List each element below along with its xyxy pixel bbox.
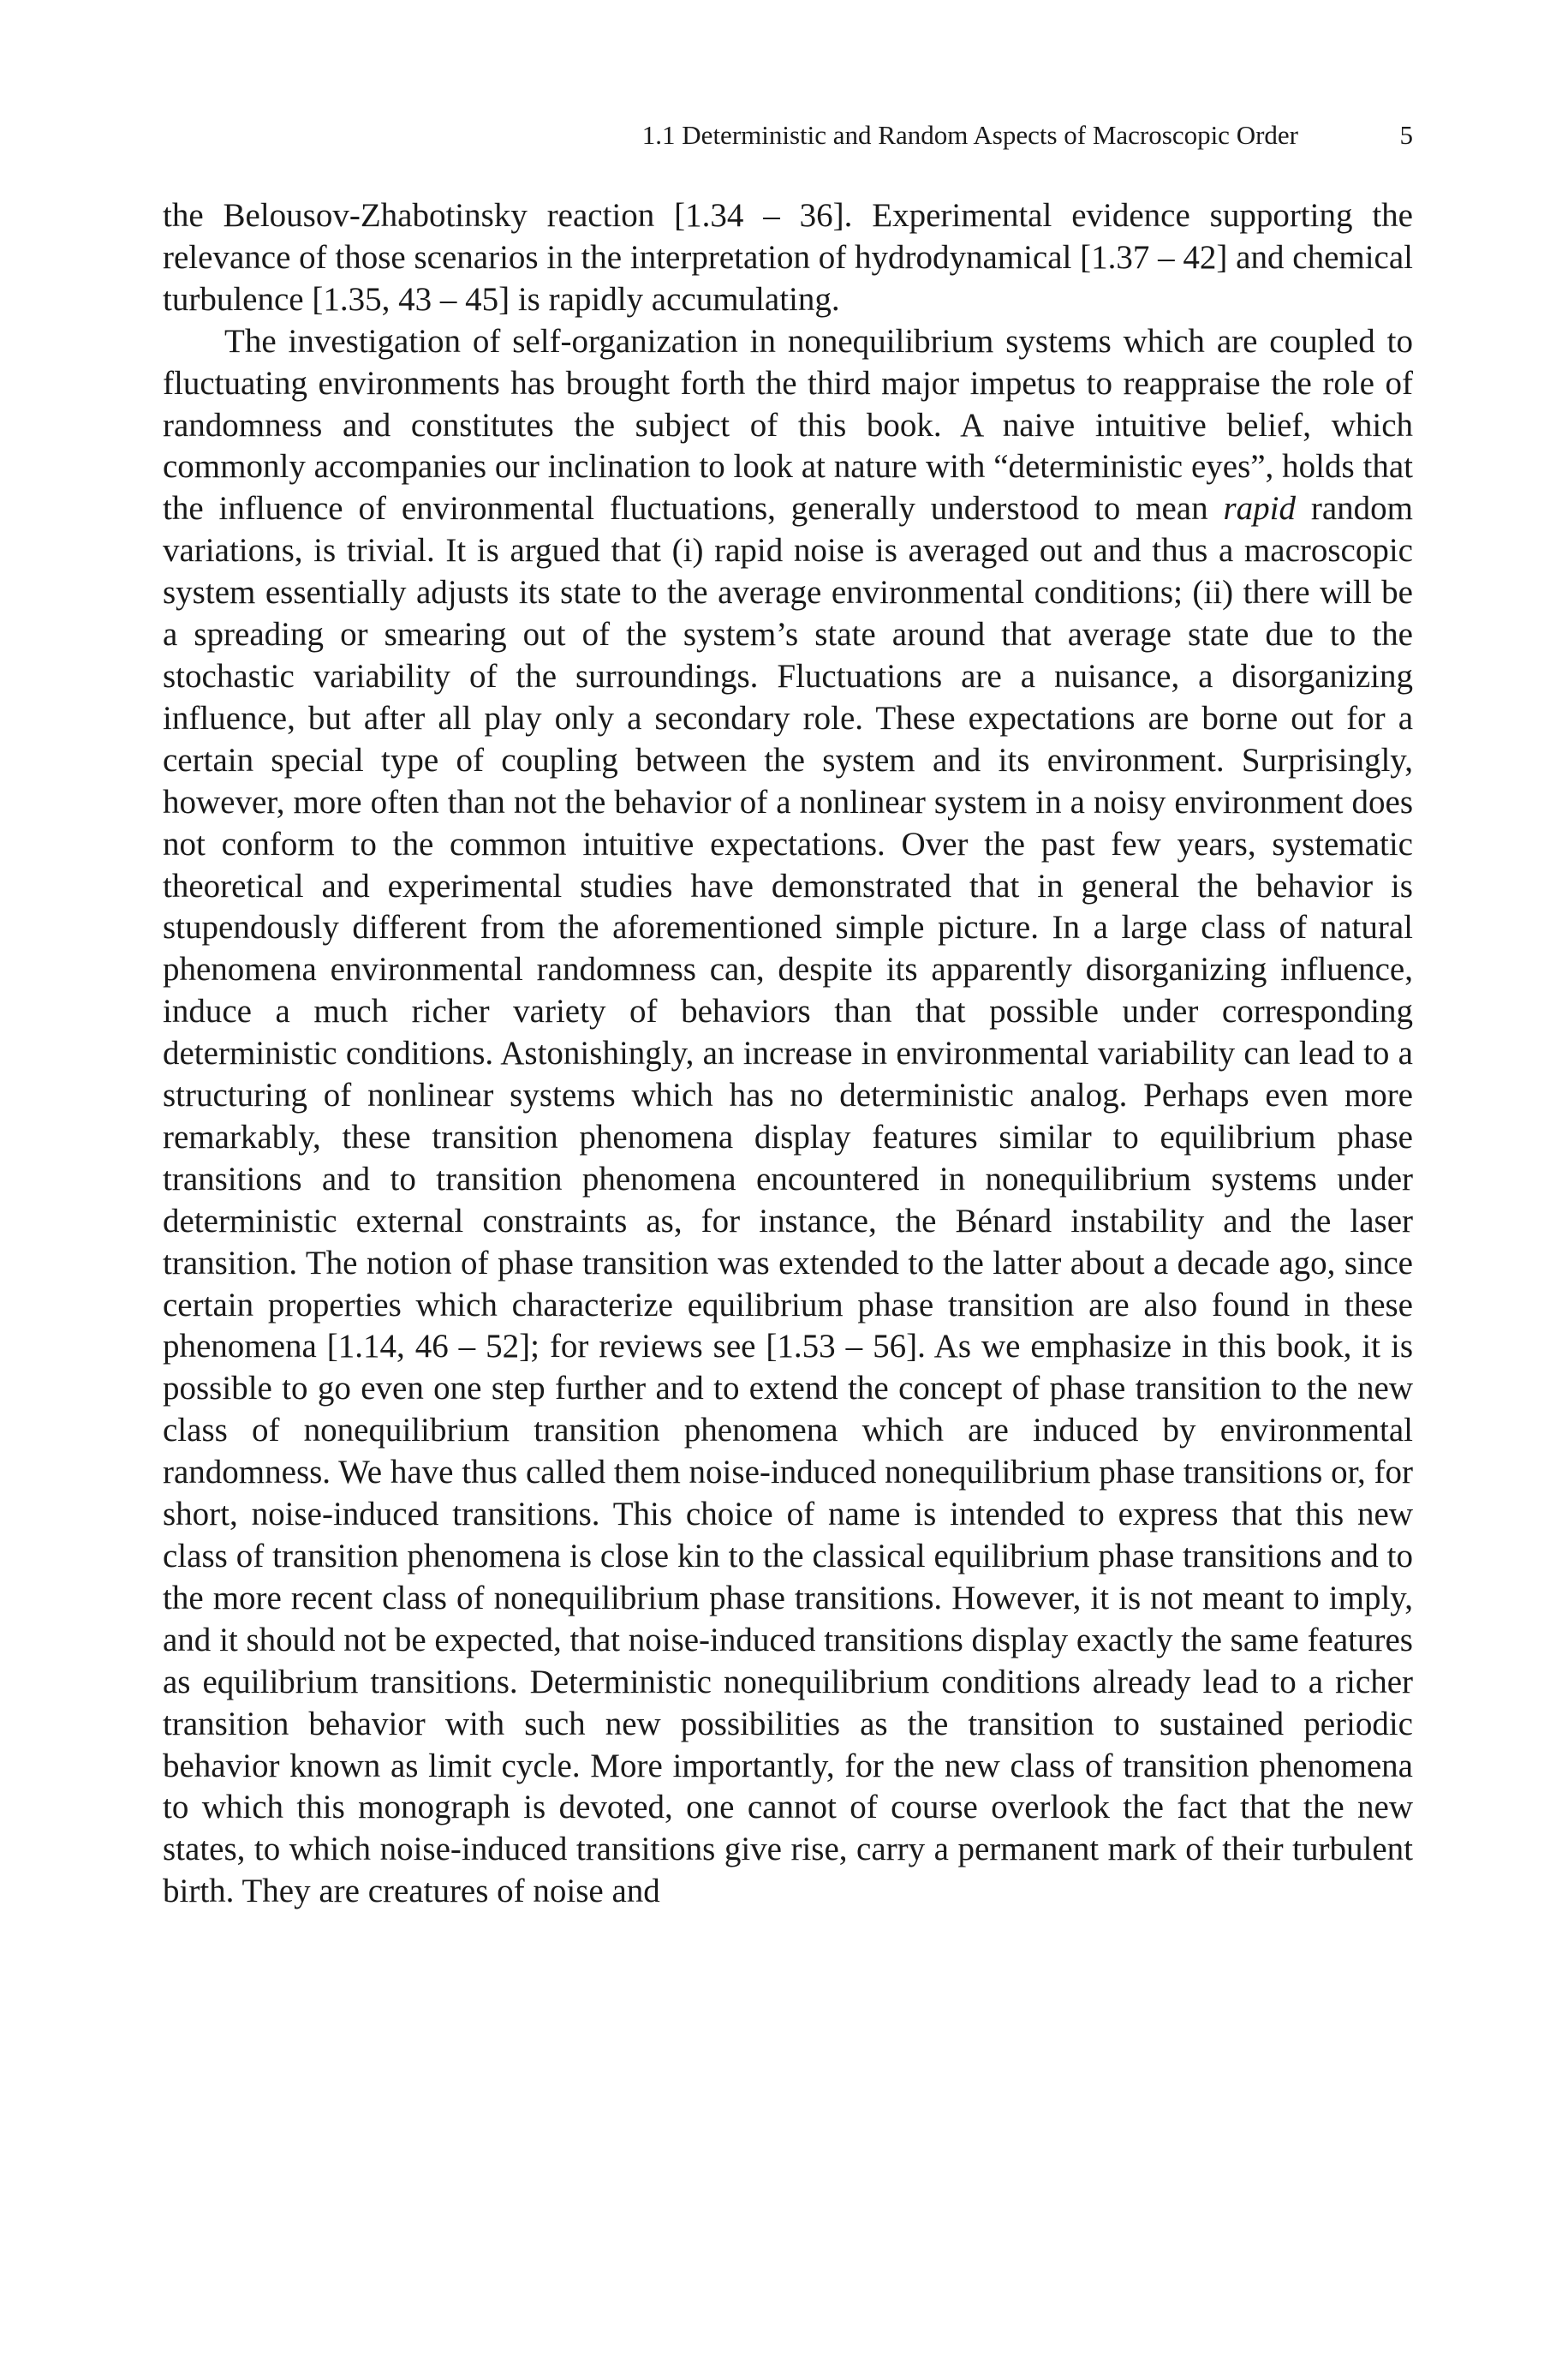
paragraph-text: the Belousov-Zhabotinsky reaction [1.34 – 36]. Experimental evidence supporting the relevance of those scenarios in the interpretation of hydrodynamical [1.37 – 42] and chemical turbulence [1.35, 43 – 45] is rapidly accumulating.	[163, 197, 1413, 318]
emphasis-rapid: rapid	[1223, 490, 1296, 528]
paragraph-continuation	[163, 195, 1413, 321]
paragraph-text-end: random variations, is trivial. It is argued that (i) rapid noise is averaged out and thus a macroscopic system essentially adjusts its state to the average environmental conditions; (ii) there will be a spreading or smearing out of the system’s state around that average state due to the stochastic variability of the surroundings. Fluctuations are a nuisance, a disorganizing influence, but after all play only a secondary role. These expectations are borne out for a certain special type of coupling between the system and its environment. Surprisingly, however, more often than not the behavior of a nonlinear system in a noisy environment does not conform to the common intuitive expectations. Over the past few years, systematic theoretical and experimental studies have demonstrated that in general the behavior is stupendously different from the aforementioned simple picture. In a large class of natural phenomena environmental randomness can, despite its apparently disorganizing influence, induce a much richer variety of behaviors than that possible under corresponding deterministic conditions. Astonishingly, an increase in environmental variability can lead to a structuring of nonlinear systems which has no deterministic analog. Perhaps even more remarkably, these transition phenomena display features similar to equilibrium phase transitions and to transition phenomena encountered in nonequilibrium systems under deterministic external constraints as, for instance, the Bénard instability and the laser transition. The notion of phase transition was extended to the latter about a decade ago, since certain properties which characterize equilibrium phase transition are also found in these phenomena [1.14, 46 – 52]; for reviews see [1.53 – 56]. As we emphasize in this book, it is possible to go even one step further and to extend the concept of phase transition to the new class of nonequilibrium transition phenomena which are induced by environmental randomness. We have thus called them noise-induced nonequilibrium phase transitions or, for short, noise-induced transitions. This choice of name is intended to express that this new class of transition phenomena is close kin to the classical equilibrium phase transitions and to the more recent class of nonequilibrium phase transitions. However, it is not meant to imply, and it should not be expected, that noise-induced transitions display exactly the same features as equilibrium transitions. Deterministic nonequilibrium conditions already lead to a richer transition behavior with such new possibilities as the transition to sustained periodic behavior known as limit cycle. More importantly, for the new class of transition phenomena to which this monograph is devoted, one cannot of course overlook the fact that the new states, to which noise-induced transitions give rise, carry a permanent mark of their turbulent birth. They are creatures of noise and	[163, 490, 1413, 1910]
running-head	[163, 118, 1413, 152]
body-text	[163, 195, 1413, 1913]
paragraph-text-start: The investigation of self-organization in nonequilibrium systems which are coupled to fluctuating environments has brought forth the third major impetus to reappraise the role of randomness and constitutes the subject of this book. A naive intuitive belief, which commonly accompanies our inclination to look at nature with “deterministic eyes”, holds that the influence of environmental fluctuations, generally understood to mean	[163, 322, 1413, 528]
paragraph-noise-induced-transitions	[163, 321, 1413, 1913]
running-head-title: 1.1 Deterministic and Random Aspects of Macroscopic Order	[641, 120, 1298, 150]
page-number: 5	[1399, 120, 1413, 150]
